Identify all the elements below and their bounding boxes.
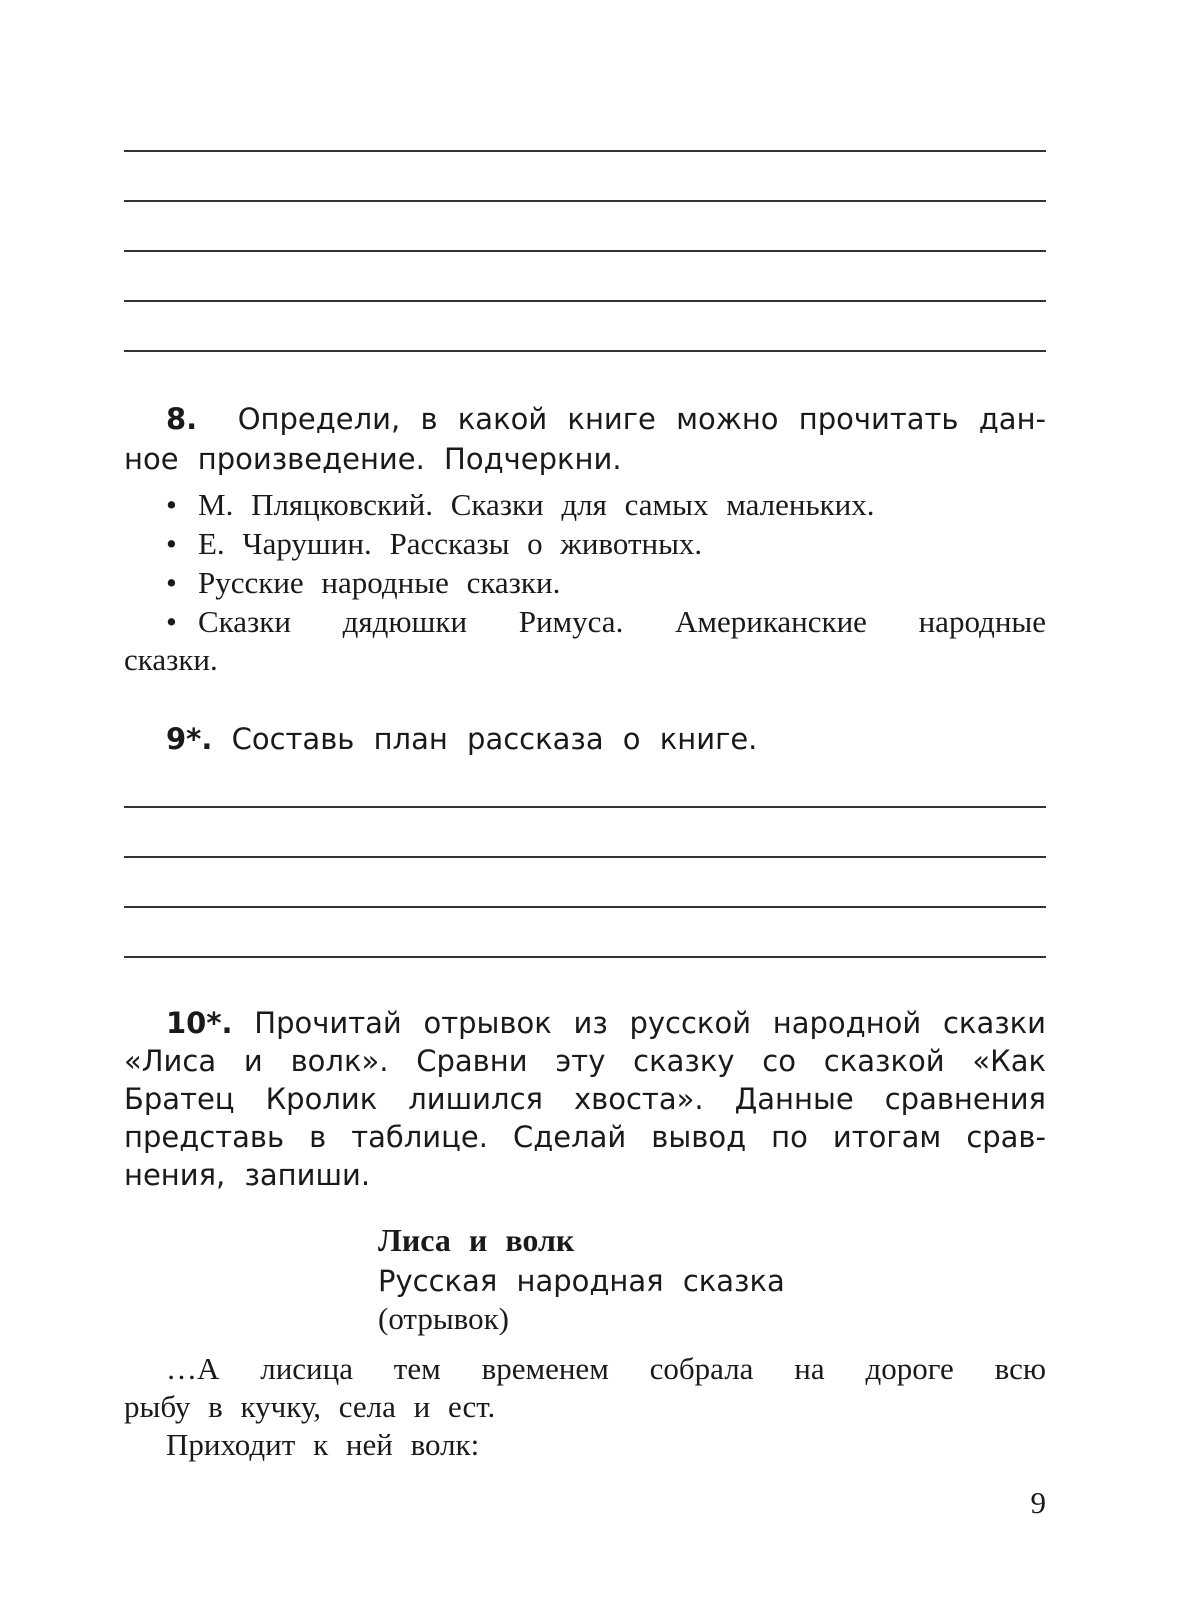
task-8-line-2: ное произведение. Подчеркни. (124, 442, 622, 476)
task-10-text: Прочитай отрывок из русской народной сказки (254, 1006, 1046, 1040)
task-10-line-2: «Лиса и волк». Сравни эту сказку со сказкой «Как (124, 1044, 1046, 1078)
bullet-icon: • (166, 526, 177, 561)
writing-line (124, 150, 1046, 152)
writing-line (124, 856, 1046, 858)
task-10-line-5: нения, запиши. (124, 1158, 371, 1192)
bullet-icon: • (166, 604, 177, 639)
task-8-option-2 (166, 525, 1046, 563)
task-8-line-1 (166, 400, 1046, 438)
story-para-2: Приходит к ней волк: (166, 1427, 480, 1462)
story-title: Лиса и волк (378, 1222, 575, 1258)
writing-line (124, 806, 1046, 808)
task-10-line-1 (166, 1004, 1046, 1042)
writing-line (124, 300, 1046, 302)
task-8-option-3 (166, 564, 1046, 602)
bullet-icon: • (166, 487, 177, 522)
task-9-text: Составь план рассказа о книге. (231, 722, 758, 756)
option-text: Е. Чарушин. Рассказы о животных. (198, 526, 703, 561)
task-8-option-4-cont: сказки. (124, 642, 218, 677)
task-8-option-1 (166, 486, 1046, 524)
option-text: М. Пляцковский. Сказки для самых маленьких. (198, 487, 875, 522)
story-para-1-line-2: рыбу в кучку, села и ест. (124, 1389, 496, 1424)
writing-line (124, 906, 1046, 908)
writing-line (124, 250, 1046, 252)
story-note: (отрывок) (378, 1301, 509, 1336)
option-text: Русские народные сказки. (198, 565, 561, 600)
story-subtitle: Русская народная сказка (378, 1264, 785, 1298)
task-8-option-4 (166, 603, 1046, 641)
bullet-icon: • (166, 565, 177, 600)
writing-line (124, 956, 1046, 958)
story-para-1-line-1: …А лисица тем временем собрала на дороге всю (166, 1351, 1046, 1386)
task-10-line-4: представь в таблице. Сделай вывод по итогам срав- (124, 1120, 1046, 1154)
option-text: Сказки дядюшки Римуса. Американские народные (198, 604, 1046, 639)
task-8-text: Определи, в какой книге можно прочитать дан- (237, 402, 1046, 436)
page-number: 9 (1030, 1485, 1046, 1520)
task-9-number: 9*. (166, 722, 213, 756)
task-9-line (166, 720, 1046, 758)
task-10-number: 10*. (166, 1006, 233, 1040)
writing-line (124, 200, 1046, 202)
task-8-number: 8. (166, 402, 198, 436)
writing-line (124, 350, 1046, 352)
task-10-line-3: Братец Кролик лишился хвоста». Данные сравнения (124, 1082, 1046, 1116)
